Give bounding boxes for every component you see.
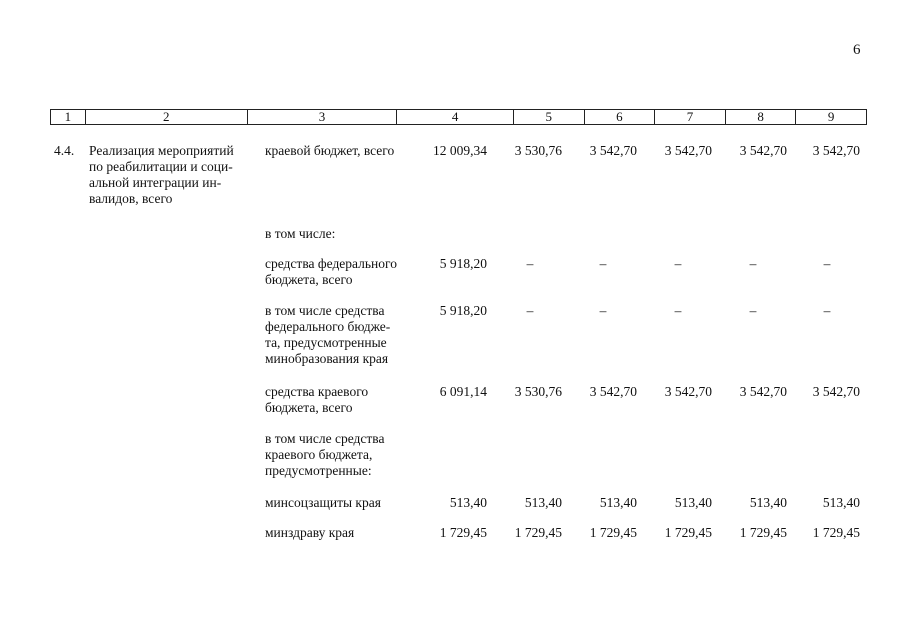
value-cell: 1 729,45 <box>664 525 712 540</box>
row-label-line: в том числе: <box>265 226 336 241</box>
item-name-line: валидов, всего <box>89 191 173 206</box>
header-col-5: 5 <box>514 110 585 124</box>
row-label <box>265 525 415 541</box>
value-cell: 6 091,14 <box>439 384 487 399</box>
value-cell: – <box>674 256 682 271</box>
value-cell: 3 542,70 <box>664 384 712 399</box>
value-cell: 513,40 <box>524 495 562 510</box>
item-name <box>89 143 251 207</box>
row-label-line: минздраву края <box>265 525 355 540</box>
item-name-line: Реализация мероприятий <box>89 143 234 158</box>
value-cell: 5 918,20 <box>439 256 487 271</box>
row-label-line: в том числе средства <box>265 431 385 446</box>
value-cell: 3 542,70 <box>812 384 860 399</box>
value-cell: 5 918,20 <box>439 303 487 318</box>
value-cell: – <box>823 303 831 318</box>
row-label <box>265 384 415 416</box>
value-cell: – <box>823 256 831 271</box>
header-col-1: 1 <box>51 110 86 124</box>
header-col-4: 4 <box>397 110 514 124</box>
row-label-line: средства краевого <box>265 384 369 399</box>
item-name-line: по реабилитации и соци- <box>89 159 233 174</box>
row-label-line: бюджета, всего <box>265 272 353 287</box>
column-number-header <box>50 109 867 125</box>
row-label-line: федерального бюдже- <box>265 319 391 334</box>
header-col-2: 2 <box>86 110 248 124</box>
value-cell: – <box>599 303 607 318</box>
header-col-8: 8 <box>726 110 797 124</box>
row-label-line: та, предусмотренные <box>265 335 387 350</box>
value-cell: – <box>526 256 534 271</box>
value-cell: 1 729,45 <box>514 525 562 540</box>
row-label <box>265 143 415 159</box>
row-label-line: предусмотренные: <box>265 463 372 478</box>
value-cell: 3 530,76 <box>514 384 562 399</box>
row-label-line: минсоцзащиты края <box>265 495 381 510</box>
value-cell: 513,40 <box>749 495 787 510</box>
value-cell: 1 729,45 <box>439 525 487 540</box>
value-cell: 3 542,70 <box>739 143 787 158</box>
row-label-line: краевого бюджета, <box>265 447 373 462</box>
item-number: 4.4. <box>54 143 75 158</box>
header-col-3: 3 <box>248 110 398 124</box>
page-number: 6 <box>853 42 861 58</box>
value-cell: 513,40 <box>674 495 712 510</box>
value-cell: 3 542,70 <box>812 143 860 158</box>
row-label <box>265 495 415 511</box>
row-label-line: в том числе средства <box>265 303 385 318</box>
value-cell: – <box>599 256 607 271</box>
value-cell: – <box>526 303 534 318</box>
value-cell: 1 729,45 <box>589 525 637 540</box>
row-label-line: бюджета, всего <box>265 400 353 415</box>
value-cell: – <box>749 303 757 318</box>
value-cell: 513,40 <box>449 495 487 510</box>
header-col-9: 9 <box>796 110 867 124</box>
row-label <box>265 226 415 242</box>
value-cell: 12 009,34 <box>433 143 487 158</box>
value-cell: 3 542,70 <box>664 143 712 158</box>
value-cell: 3 542,70 <box>589 384 637 399</box>
value-cell: 3 542,70 <box>589 143 637 158</box>
value-cell: 3 542,70 <box>739 384 787 399</box>
value-cell: 1 729,45 <box>739 525 787 540</box>
value-cell: – <box>674 303 682 318</box>
row-label-line: минобразования края <box>265 351 389 366</box>
row-label <box>265 431 415 479</box>
item-name-line: альной интеграции ин- <box>89 175 222 190</box>
value-cell: – <box>749 256 757 271</box>
value-cell: 1 729,45 <box>812 525 860 540</box>
value-cell: 513,40 <box>599 495 637 510</box>
value-cell: 3 530,76 <box>514 143 562 158</box>
header-col-6: 6 <box>585 110 656 124</box>
value-cell: 513,40 <box>822 495 860 510</box>
row-label <box>265 256 415 288</box>
row-label-line: краевой бюджет, всего <box>265 143 395 158</box>
header-col-7: 7 <box>655 110 726 124</box>
row-label <box>265 303 415 367</box>
row-label-line: средства федерального <box>265 256 397 271</box>
